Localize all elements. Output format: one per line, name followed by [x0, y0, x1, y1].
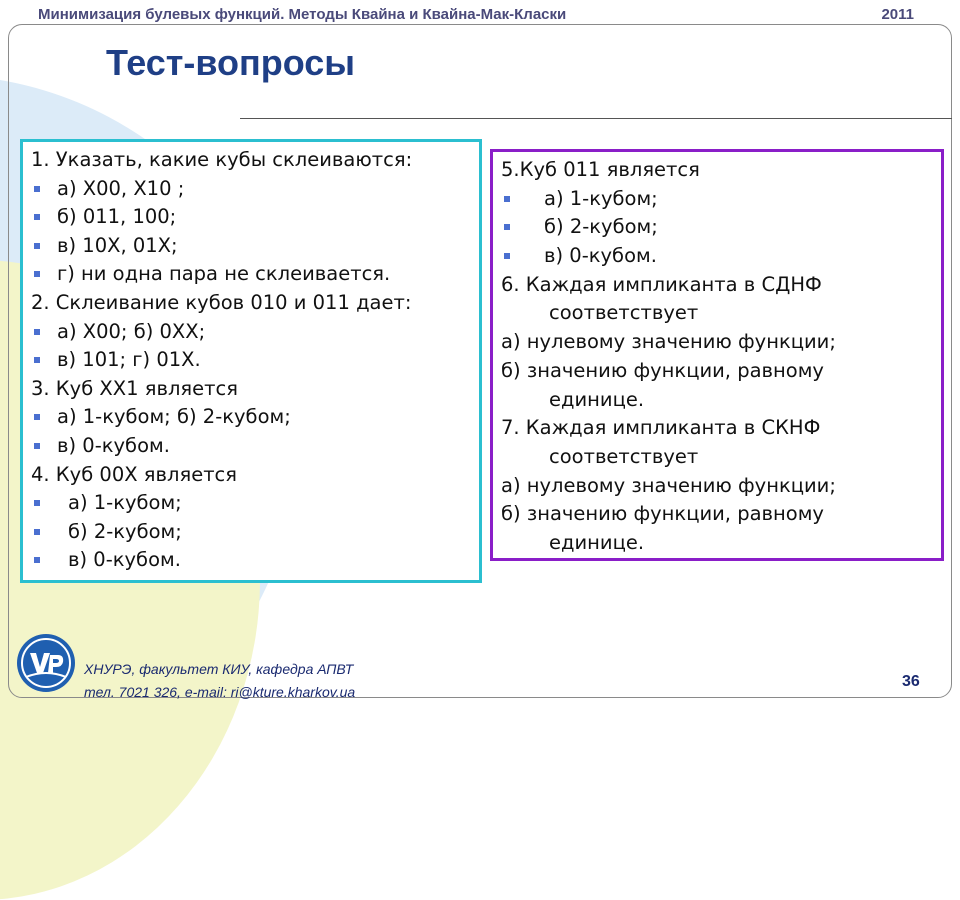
answer-option: в) 10Х, 01Х;: [31, 232, 471, 261]
answer-option: а) нулевому значению функции;: [501, 473, 836, 497]
footer-contacts: [84, 658, 355, 704]
answer-option-continuation: единице.: [549, 530, 645, 554]
header-year: 2011: [881, 6, 914, 23]
questions-box-left: [20, 139, 482, 583]
answer-option: а) 1-кубом; б) 2-кубом;: [31, 403, 471, 432]
question-heading: 4. Куб 00Х является: [31, 462, 238, 486]
title-divider: [240, 118, 952, 119]
answer-option: в) 0-кубом.: [501, 242, 933, 271]
answer-option: б) значению функции, равному: [501, 358, 824, 382]
answer-option: а) 1-кубом;: [501, 185, 933, 214]
answer-option: г) ни одна пара не склеивается.: [31, 260, 471, 289]
university-logo-icon: [16, 633, 76, 693]
answer-option: а) Х00; б) 0ХХ;: [31, 318, 471, 347]
answer-option: б) 2-кубом;: [31, 518, 471, 547]
question-heading: 1. Указать, какие кубы склеиваются:: [31, 148, 413, 171]
question-heading: 5.Куб 011 является: [501, 158, 700, 181]
answer-option-continuation: единице.: [549, 387, 645, 411]
answer-option: б) 2-кубом;: [501, 213, 933, 242]
footer-line-contact: тел. 7021 326, e-mail: ri@kture.kharkov.ua: [84, 684, 356, 700]
header-title: Минимизация булевых функций. Методы Квайна и Квайна-Мак-Класки: [38, 6, 567, 23]
question-heading: 3. Куб ХХ1 является: [31, 376, 238, 400]
question-heading: 6. Каждая импликанта в СДНФ: [501, 272, 822, 296]
answer-option: в) 0-кубом.: [31, 432, 471, 461]
question-heading-continuation: соответствует: [549, 444, 699, 468]
answer-option: в) 101; г) 01Х.: [31, 346, 471, 375]
answer-option: б) значению функции, равному: [501, 502, 824, 526]
answer-option: а) нулевому значению функции;: [501, 330, 836, 354]
question-heading: 2. Склеивание кубов 010 и 011 дает:: [31, 290, 412, 314]
questions-box-right: [490, 149, 944, 561]
answer-option: в) 0-кубом.: [31, 546, 471, 575]
footer-line-department: ХНУРЭ, факультет КИУ, кафедра АПВТ: [84, 661, 354, 677]
answer-option: б) 011, 100;: [31, 203, 471, 232]
answer-option: а) Х00, Х10 ;: [31, 175, 471, 204]
answer-option: а) 1-кубом;: [31, 489, 471, 518]
page-number: 36: [902, 673, 920, 690]
question-heading: 7. Каждая импликанта в СКНФ: [501, 416, 821, 440]
page-title: Тест-вопросы: [106, 42, 356, 83]
question-heading-continuation: соответствует: [549, 301, 699, 325]
